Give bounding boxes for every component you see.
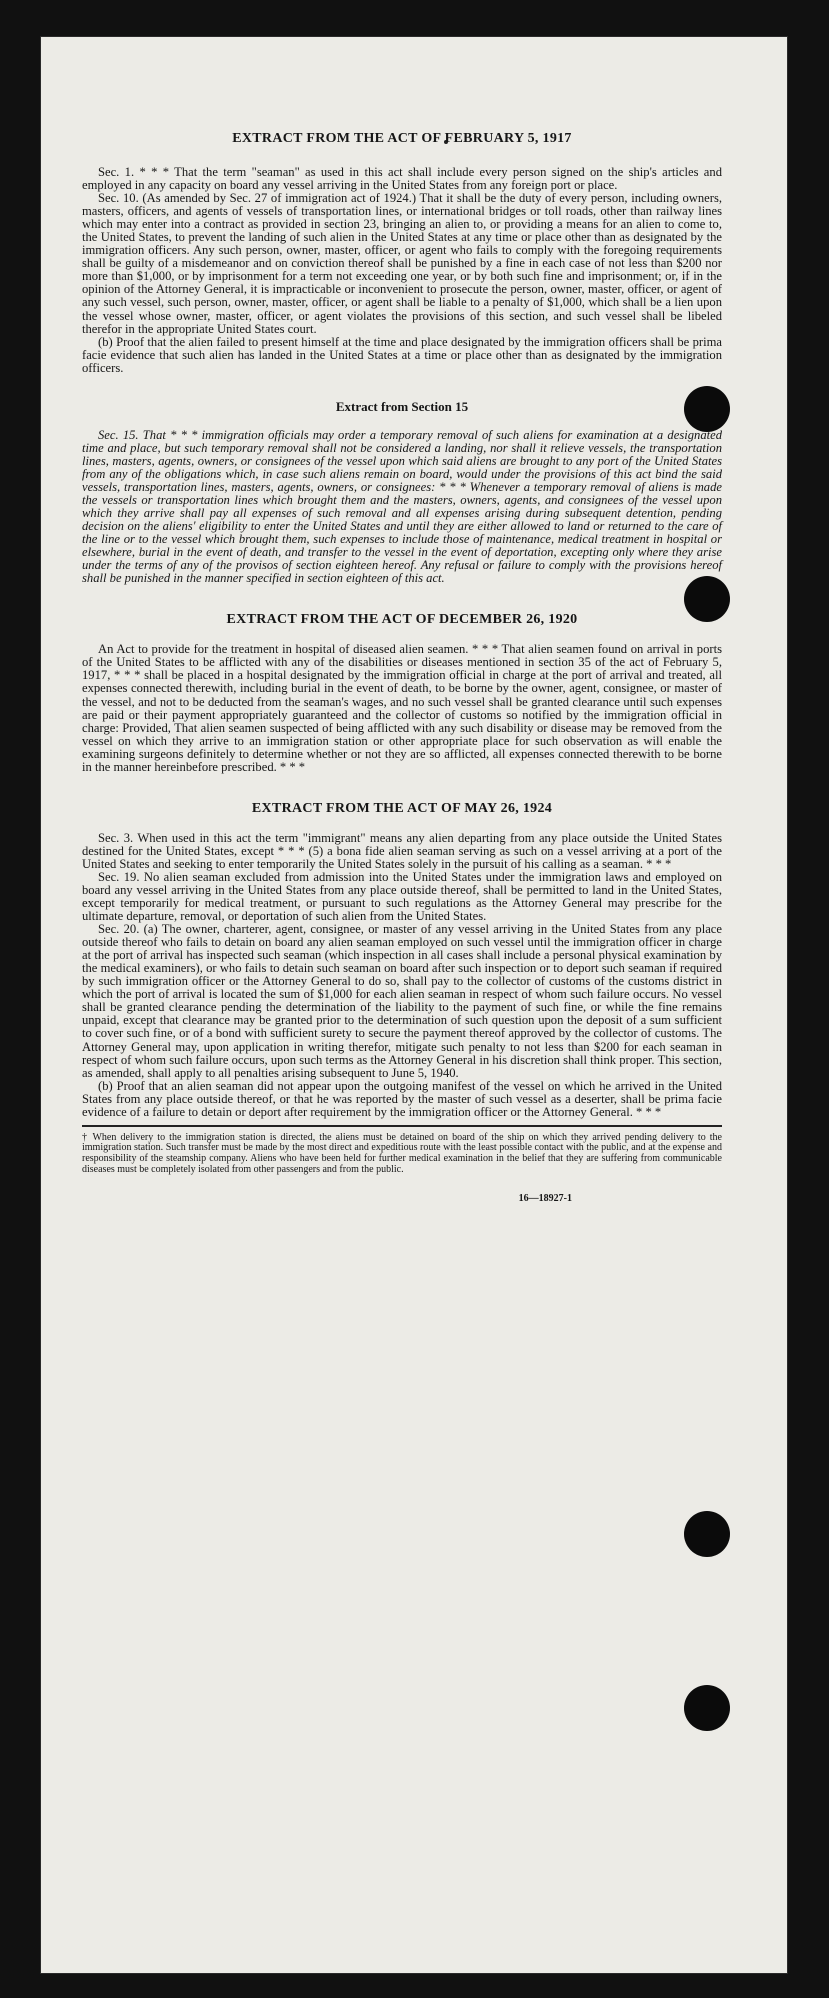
section-19: Sec. 19. No alien seaman excluded from admission into the United States under the immigration laws and employed on board any vessel arriving in the United States from any place outside thereof, shall be permitted to land in the United States, except temporarily for medical treatment, or pursuant to such regulations as the Attorney General may prescribe for the ultimate departure, removal, or deportation of such alien from the United States. (82, 869, 722, 924)
form-number: 16—18927-1 (518, 1193, 572, 1205)
act-1920-text: An Act to provide for the treatment in hospital of diseased alien seamen. * * * That alien seamen found on arrival in ports of the United States to be afflicted with any of the disabilities or diseases mentioned in section 35 of the act of February 5, 1917, * * * shall be placed in a hospital designated by the immigration official in charge at the port of arrival and treated, all expenses connected therewith, including burial in the event of death, to be borne by the owner, agent, consignee, or master of the vessel, and not to be deducted from the seaman's wages, and no such vessel shall be granted clearance until such expenses are paid or their payment appropriately guaranteed and the collector of customs so notified by the immigration official in charge: Provided, That alien seamen suspected of being afflicted with any such disability or disease may be removed from the vessel on which they arrive to an immigration station or other appropriate place for such observation as will enable the examining surgeons definitely to determine whether or not they are so afflicted, all expenses connected therewith to be borne in the manner hereinbefore prescribed. * * * (82, 642, 722, 774)
section-3: Sec. 3. When used in this act the term "immigrant" means any alien departing from any place outside the United States destined for the United States, except * * * (5) a bona fide alien seaman serving as such on a vessel arriving at a port of the United States and seeking to enter temporarily the United States solely in the pursuit of his calling as a seaman. * * * (82, 830, 722, 871)
section-20-a: Sec. 20. (a) The owner, charterer, agent, consignee, or master of any vessel arriving in the United States from any place outside thereof who fails to detain on board any alien seaman employed on such vessel until the immigration officer in charge at the port of arrival has inspected such seaman (which inspection in all cases shall include a personal physical examination by the medical examiners), or who fails to detain such seaman on board after such inspection or to deport such seaman if required by such immigration officer or the Attorney General to do so, shall pay to the collector of customs of the customs district in which the port of arrival is located the sum of $1,000 for each alien seaman in respect of whom such failure occurs. No vessel shall be granted clearance pending the determination of the liability to the payment of such fine, or while the fine remains unpaid, except that clearance may be granted prior to the determination of such question upon the deposit of a sum sufficient to cover such fine, or of a bond with sufficient surety to secure the payment thereof approved by the collector of customs. The Attorney General may, upon application in writing therefor, mitigate such penalty to not less than $200 for each seaman in respect of whom such failure occurs, upon such terms as the Attorney General in his discretion shall think proper. This section, as amended, shall apply to all penalties arising subsequent to June 5, 1940. (82, 922, 722, 1080)
heading-section-15: Extract from Section 15 (335, 398, 469, 414)
footnote (82, 1133, 722, 1175)
punch-hole (684, 1685, 730, 1731)
section-15: Sec. 15. That * * * immigration officials may order a temporary removal of such aliens for examination at a designated time and place, but such temporary removal shall not be considered a landing, nor shall it relieve vessels, the transportation lines, masters, agents, owners, or consignees of the vessel upon which said aliens are brought to any port of the United States from any of the obligations which, in case such aliens remain on board, would under the provisions of this act bind the said vessels, transportation lines, masters, agents, owners, or consignees: * * * Whenever a temporary removal of aliens is made the vessels or transportation lines which brought them and the masters, owners, agents, and consignees of the vessel upon which they arrive shall pay all expenses of such removal and all expenses arising during subsequent detention, pending decision on the aliens' eligibility to enter the United States and until they are either allowed to land or returned to the care of the line or to the vessel which brought them, such expenses to include those of maintenance, medical treatment in hospital or elsewhere, burial in the event of death, and transfer to the vessel in the event of deportation, excepting only where they arise under the terms of any of the provisos of section eighteen hereof. Any refusal or failure to comply with the provisions hereof shall be punished in the manner specified in section eighteen of this act. (82, 427, 722, 586)
footnote-divider (82, 1125, 722, 1127)
punch-hole (684, 1511, 730, 1557)
footnote-text: † When delivery to the immigration station is directed, the aliens must be detained on board of the ship on which they arrived pending delivery to the immigration station. Such transfer must be made by the most direct and expeditious route with the least possible contact with the public, and at the expense and responsibility of the steamship company. Aliens who have been held for further medical examination in the belief that they are suffering from communicable diseases must be completely isolated from other passengers and from the public. (82, 1131, 722, 1175)
section-10-b: (b) Proof that the alien failed to present himself at the time and place designated by the immigration officers shall be prima facie evidence that such alien has landed in the United States at a time or place other than as designated by the immigration officers. (82, 334, 722, 375)
heading-act-1924: EXTRACT FROM THE ACT OF MAY 26, 1924 (251, 800, 553, 816)
section-10: Sec. 10. (As amended by Sec. 27 of immigration act of 1924.) That it shall be the duty of every person, including owners, masters, officers, and agents of vessels of transportation lines, or international bridges or toll roads, other than railway lines which may enter into a contract as provided in section 23, bringing an alien to, or providing a means for an alien to come to, the United States, to prevent the landing of such alien in the United States at any time or place other than as designated by the immigration officers. Any such person, owner, master, officer, or agent who fails to comply with the foregoing requirements shall be guilty of a misdemeanor and on conviction thereof shall be punished by a fine in each case of not less than $200 nor more than $1,000, or by imprisonment for a term not exceeding one year, or by both such fine and imprisonment; or, if in the opinion of the Attorney General, it is impracticable or inconvenient to prosecute the person, owner, master, officer, or agent of any such vessel, such person, owner, master, officer, or agent shall be liable to a penalty of $1,000, which shall be a lien upon the vessel whose owner, master, officer, or agent violates the provisions of this section, and such vessel shall be libeled therefor in the appropriate United States court. (82, 191, 722, 336)
section-20-b: (b) Proof that an alien seaman did not appear upon the outgoing manifest of the vessel on which he arrived in the United States from any place outside thereof, or that he was reported by the master of such vessel as a deserter, shall be prima facie evidence of a failure to detain or deport after requirement by the immigration officer or the Attorney General. * * * (82, 1078, 722, 1119)
document-body (82, 130, 722, 1204)
section-1: Sec. 1. * * * That the term "seaman" as used in this act shall include every person signed on the ship's articles and employed in any capacity on board any vessel arriving in the United States from any foreign port or place. (82, 165, 722, 193)
heading-act-1920: EXTRACT FROM THE ACT OF DECEMBER 26, 1920 (226, 612, 578, 628)
heading-act-1917: EXTRACT FROM THE ACT OF FEBRUARY 5, 1917 (232, 131, 572, 146)
